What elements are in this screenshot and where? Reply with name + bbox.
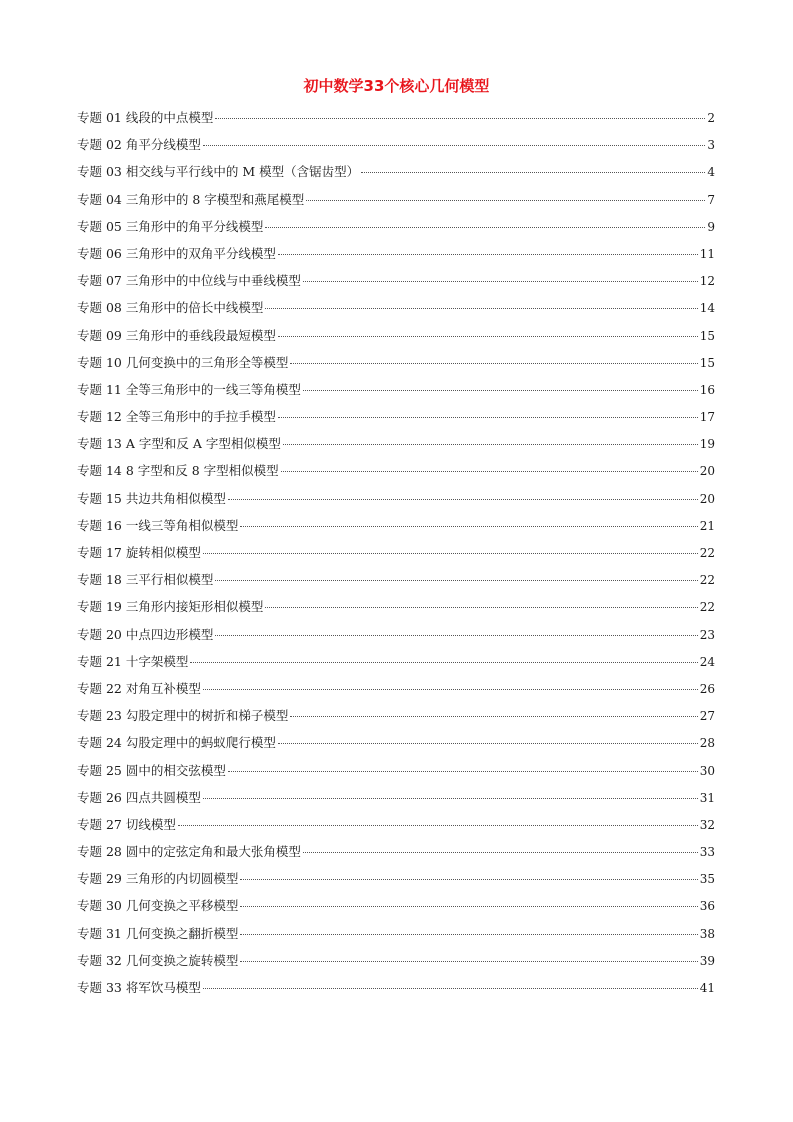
toc-dot-leader bbox=[228, 771, 698, 772]
toc-dot-leader bbox=[361, 172, 705, 173]
toc-entry-page-number: 36 bbox=[699, 899, 715, 914]
document-title: 初中数学33个核心几何模型 bbox=[303, 77, 490, 95]
toc-entry[interactable] bbox=[77, 811, 715, 838]
toc-dot-leader bbox=[240, 961, 697, 962]
toc-entry-page-number: 11 bbox=[699, 246, 715, 261]
toc-entry-label: 专题 15 共边共角相似模型 bbox=[77, 490, 226, 506]
toc-entry[interactable] bbox=[77, 729, 715, 756]
toc-dot-leader bbox=[203, 798, 698, 799]
toc-dot-leader bbox=[303, 390, 698, 391]
toc-entry-page-number: 17 bbox=[699, 410, 715, 425]
toc-entry[interactable] bbox=[77, 702, 715, 729]
toc-entry-label: 专题 22 对角互补模型 bbox=[77, 680, 201, 696]
toc-dot-leader bbox=[278, 254, 698, 255]
toc-entry-label: 专题 14 8 字型和反 8 字型相似模型 bbox=[77, 463, 279, 479]
toc-entry-label: 专题 28 圆中的定弦定角和最大张角模型 bbox=[77, 844, 301, 860]
toc-entry-page-number: 2 bbox=[707, 111, 715, 125]
toc-dot-leader bbox=[203, 145, 706, 146]
toc-entry-label: 专题 11 全等三角形中的一线三等角模型 bbox=[77, 381, 301, 397]
toc-entry[interactable] bbox=[77, 158, 715, 185]
toc-entry-label: 专题 30 几何变换之平移模型 bbox=[77, 898, 239, 914]
toc-entry-label: 专题 01 线段的中点模型 bbox=[77, 110, 214, 125]
toc-dot-leader bbox=[290, 363, 697, 364]
toc-entry-label: 专题 32 几何变换之旋转模型 bbox=[77, 952, 239, 968]
toc-entry[interactable] bbox=[77, 757, 715, 784]
toc-entry[interactable] bbox=[77, 376, 715, 403]
toc-entry-label: 专题 07 三角形中的中位线与中垂线模型 bbox=[77, 273, 301, 289]
toc-entry-page-number: 23 bbox=[699, 627, 715, 642]
toc-entry[interactable] bbox=[77, 430, 715, 457]
toc-entry-label: 专题 13 A 字型和反 A 字型相似模型 bbox=[77, 436, 281, 452]
toc-dot-leader bbox=[215, 118, 705, 119]
toc-entry[interactable] bbox=[77, 648, 715, 675]
toc-entry-page-number: 19 bbox=[699, 437, 715, 452]
toc-entry-label: 专题 09 三角形中的垂线段最短模型 bbox=[77, 327, 276, 343]
toc-entry-label: 专题 06 三角形中的双角平分线模型 bbox=[77, 245, 276, 261]
toc-dot-leader bbox=[278, 743, 698, 744]
toc-entry-page-number: 20 bbox=[699, 491, 715, 506]
toc-entry-page-number: 35 bbox=[699, 872, 715, 887]
toc-entry-label: 专题 24 勾股定理中的蚂蚁爬行模型 bbox=[77, 735, 276, 751]
toc-entry-page-number: 22 bbox=[699, 573, 715, 588]
toc-dot-leader bbox=[190, 662, 697, 663]
toc-dot-leader bbox=[215, 580, 697, 581]
toc-entry-page-number: 9 bbox=[707, 219, 715, 234]
toc-dot-leader bbox=[240, 526, 697, 527]
toc-entry-label: 专题 18 三平行相似模型 bbox=[77, 572, 214, 588]
toc-dot-leader bbox=[290, 716, 697, 717]
toc-entry-label: 专题 20 中点四边形模型 bbox=[77, 626, 214, 642]
toc-dot-leader bbox=[240, 906, 697, 907]
toc-dot-leader bbox=[265, 607, 697, 608]
toc-entry-page-number: 26 bbox=[699, 681, 715, 696]
toc-entry[interactable] bbox=[77, 457, 715, 484]
toc-entry-label: 专题 12 全等三角形中的手拉手模型 bbox=[77, 409, 276, 425]
toc-entry[interactable] bbox=[77, 621, 715, 648]
toc-entry-page-number: 38 bbox=[699, 926, 715, 941]
toc-entry-label: 专题 05 三角形中的角平分线模型 bbox=[77, 218, 264, 234]
toc-entry[interactable] bbox=[77, 485, 715, 512]
toc-entry-page-number: 27 bbox=[699, 709, 715, 724]
toc-entry-label: 专题 33 将军饮马模型 bbox=[77, 980, 201, 995]
toc-dot-leader bbox=[265, 308, 697, 309]
toc-entry-label: 专题 02 角平分线模型 bbox=[77, 137, 201, 153]
toc-entry[interactable] bbox=[77, 131, 715, 158]
toc-entry-page-number: 30 bbox=[699, 763, 715, 778]
toc-dot-leader bbox=[240, 934, 697, 935]
toc-dot-leader bbox=[306, 200, 705, 201]
toc-entry-page-number: 28 bbox=[699, 736, 715, 751]
toc-entry[interactable] bbox=[77, 213, 715, 240]
toc-dot-leader bbox=[215, 635, 697, 636]
toc-entry[interactable] bbox=[77, 349, 715, 376]
toc-entry[interactable] bbox=[77, 104, 715, 131]
toc-entry[interactable] bbox=[77, 240, 715, 267]
toc-entry-page-number: 4 bbox=[707, 165, 715, 180]
toc-entry[interactable] bbox=[77, 267, 715, 294]
toc-entry-label: 专题 03 相交线与平行线中的 M 模型（含锯齿型） bbox=[77, 164, 360, 180]
toc-entry-page-number: 22 bbox=[699, 600, 715, 615]
toc-entry[interactable] bbox=[77, 186, 715, 213]
toc-dot-leader bbox=[278, 417, 698, 418]
toc-entry-label: 专题 26 四点共圆模型 bbox=[77, 789, 201, 805]
toc-entry[interactable] bbox=[77, 403, 715, 430]
toc-entry-label: 专题 19 三角形内接矩形相似模型 bbox=[77, 599, 264, 615]
toc-entry[interactable] bbox=[77, 974, 715, 1001]
toc-entry[interactable] bbox=[77, 920, 715, 947]
toc-dot-leader bbox=[278, 336, 698, 337]
toc-entry-label: 专题 10 几何变换中的三角形全等模型 bbox=[77, 354, 289, 370]
toc-entry-page-number: 16 bbox=[699, 382, 715, 397]
toc-entry[interactable] bbox=[77, 865, 715, 892]
toc-dot-leader bbox=[240, 879, 697, 880]
toc-entry-label: 专题 04 三角形中的 8 字模型和燕尾模型 bbox=[77, 191, 305, 207]
toc-entry-label: 专题 21 十字架模型 bbox=[77, 653, 189, 669]
toc-entry[interactable] bbox=[77, 593, 715, 620]
toc-entry-label: 专题 17 旋转相似模型 bbox=[77, 545, 201, 560]
toc-dot-leader bbox=[178, 825, 698, 826]
toc-entry-label: 专题 08 三角形中的倍长中线模型 bbox=[77, 300, 264, 316]
toc-entry-page-number: 21 bbox=[699, 518, 715, 533]
toc-dot-leader bbox=[303, 852, 698, 853]
toc-entry[interactable] bbox=[77, 784, 715, 811]
toc-entry[interactable] bbox=[77, 566, 715, 593]
toc-entry[interactable] bbox=[77, 322, 715, 349]
toc-entry-page-number: 7 bbox=[707, 192, 715, 207]
toc-dot-leader bbox=[303, 281, 698, 282]
toc-dot-leader bbox=[265, 227, 705, 228]
toc-dot-leader bbox=[203, 689, 698, 690]
toc-entry-label: 专题 16 一线三等角相似模型 bbox=[77, 517, 239, 533]
toc-dot-leader bbox=[281, 471, 698, 472]
toc-entry-page-number: 14 bbox=[699, 301, 715, 316]
toc-entry-label: 专题 31 几何变换之翻折模型 bbox=[77, 925, 239, 941]
toc-entry-page-number: 20 bbox=[699, 464, 715, 479]
toc-entry-page-number: 12 bbox=[699, 274, 715, 289]
table-of-contents bbox=[77, 104, 715, 1001]
toc-entry-label: 专题 29 三角形的内切圆模型 bbox=[77, 871, 239, 887]
toc-entry[interactable] bbox=[77, 294, 715, 321]
toc-dot-leader bbox=[283, 444, 698, 445]
toc-entry-page-number: 33 bbox=[699, 845, 715, 860]
toc-entry-page-number: 22 bbox=[699, 546, 715, 560]
toc-entry[interactable] bbox=[77, 838, 715, 865]
toc-entry-page-number: 15 bbox=[699, 328, 715, 343]
toc-entry[interactable] bbox=[77, 512, 715, 539]
toc-entry-page-number: 41 bbox=[699, 981, 715, 995]
toc-entry[interactable] bbox=[77, 539, 715, 566]
toc-entry-page-number: 15 bbox=[699, 355, 715, 370]
toc-entry-page-number: 3 bbox=[707, 138, 715, 153]
toc-entry-page-number: 24 bbox=[699, 654, 715, 669]
toc-entry[interactable] bbox=[77, 947, 715, 974]
toc-entry-page-number: 32 bbox=[699, 817, 715, 832]
toc-dot-leader bbox=[228, 499, 698, 500]
toc-entry-label: 专题 25 圆中的相交弦模型 bbox=[77, 762, 226, 778]
toc-dot-leader bbox=[203, 988, 698, 989]
toc-dot-leader bbox=[203, 553, 698, 554]
toc-entry-label: 专题 23 勾股定理中的树折和梯子模型 bbox=[77, 708, 289, 724]
toc-entry[interactable] bbox=[77, 675, 715, 702]
toc-entry[interactable] bbox=[77, 892, 715, 919]
toc-entry-page-number: 31 bbox=[699, 790, 715, 805]
toc-entry-label: 专题 27 切线模型 bbox=[77, 816, 176, 832]
toc-entry-page-number: 39 bbox=[699, 953, 715, 968]
